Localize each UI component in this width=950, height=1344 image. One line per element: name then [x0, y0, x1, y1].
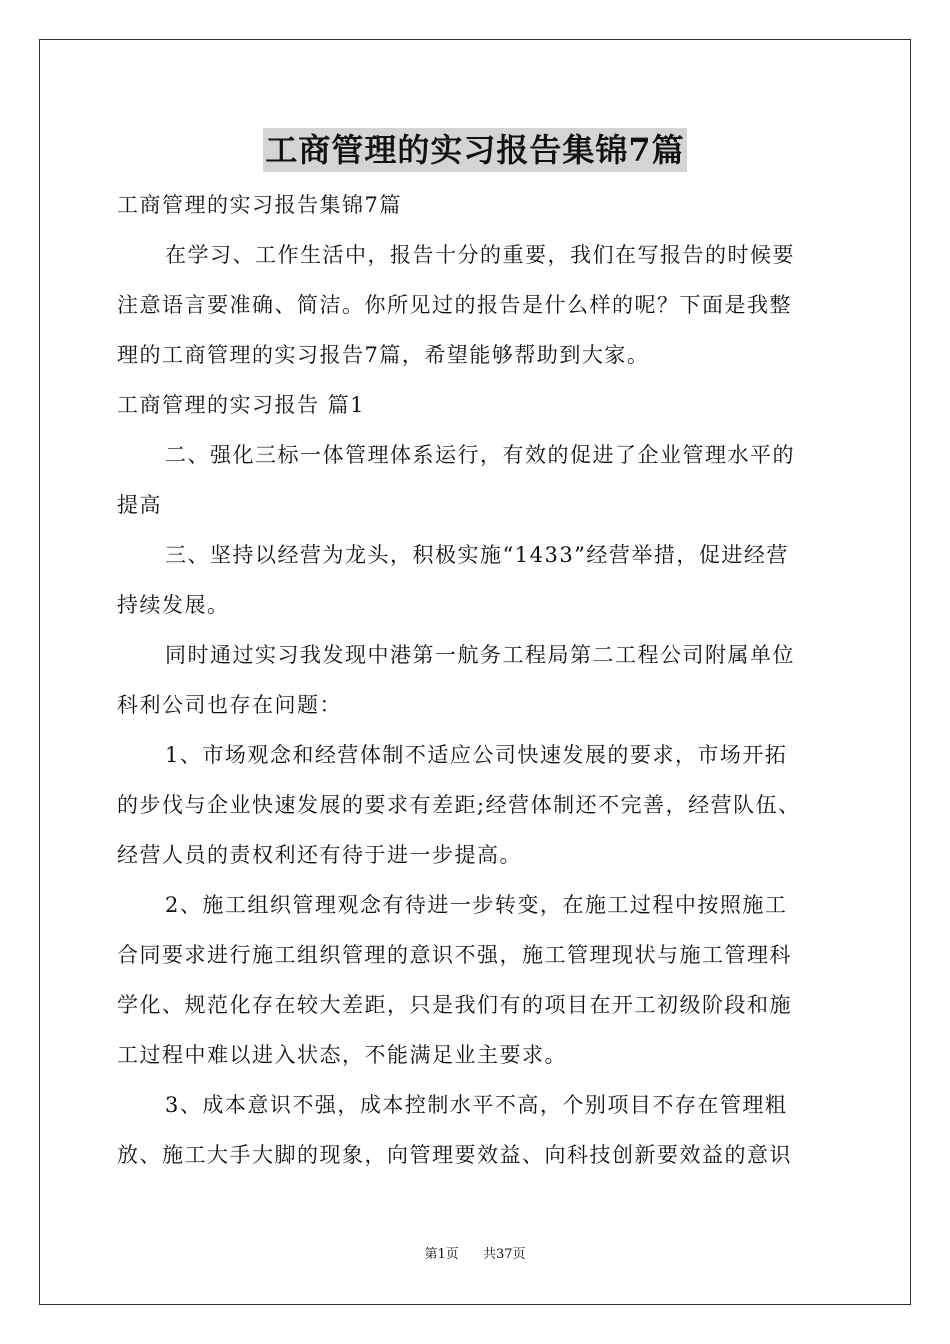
paragraph-line: 学化、规范化存在较大差距，只是我们有的项目在开工初级阶段和施 — [117, 993, 792, 1017]
page-number-total: 共37页 — [483, 1247, 526, 1262]
paragraph-line: 的步伐与企业快速发展的要求有差距;经营体制还不完善，经营队伍、 — [117, 793, 801, 817]
paragraph-line: 经营人员的责权利还有待于进一步提高。 — [117, 843, 522, 867]
subtitle-line: 工商管理的实习报告集锦7篇 — [117, 193, 402, 217]
section-heading: 工商管理的实习报告 篇1 — [117, 393, 366, 417]
page-footer — [0, 1245, 950, 1265]
paragraph-line: 3、成本意识不强，成本控制水平不高，个别项目不存在管理粗 — [165, 1093, 788, 1117]
paragraph-line: 提高 — [117, 493, 162, 517]
paragraph-line: 2、施工组织管理观念有待进一步转变，在施工过程中按照施工 — [165, 893, 788, 917]
paragraph-line: 注意语言要准确、简洁。你所见过的报告是什么样的呢？下面是我整 — [117, 293, 792, 317]
paragraph-line: 同时通过实习我发现中港第一航务工程局第二工程公司附属单位 — [165, 643, 795, 667]
page-number-current: 第1页 — [424, 1247, 459, 1262]
paragraph-line: 三、坚持以经营为龙头，积极实施“1433”经营举措，促进经营 — [165, 543, 789, 567]
document-body — [117, 180, 847, 1180]
paragraph-line: 放、施工大手大脚的现象，向管理要效益、向科技创新要效益的意识 — [117, 1143, 792, 1167]
paragraph-line: 科利公司也存在问题： — [117, 693, 342, 717]
paragraph-line: 工过程中难以进入状态，不能满足业主要求。 — [117, 1043, 567, 1067]
paragraph-line: 1、市场观念和经营体制不适应公司快速发展的要求，市场开拓 — [165, 743, 788, 767]
paragraph-line: 理的工商管理的实习报告7篇，希望能够帮助到大家。 — [117, 343, 650, 367]
paragraph-line: 二、强化三标一体管理体系运行，有效的促进了企业管理水平的 — [165, 443, 795, 467]
paragraph-line: 在学习、工作生活中，报告十分的重要，我们在写报告的时候要 — [165, 243, 795, 267]
title-wrap — [0, 128, 950, 172]
document-title: 工商管理的实习报告集锦7篇 — [263, 128, 686, 172]
paragraph-line: 持续发展。 — [117, 593, 230, 617]
paragraph-line: 合同要求进行施工组织管理的意识不强，施工管理现状与施工管理科 — [117, 943, 792, 967]
